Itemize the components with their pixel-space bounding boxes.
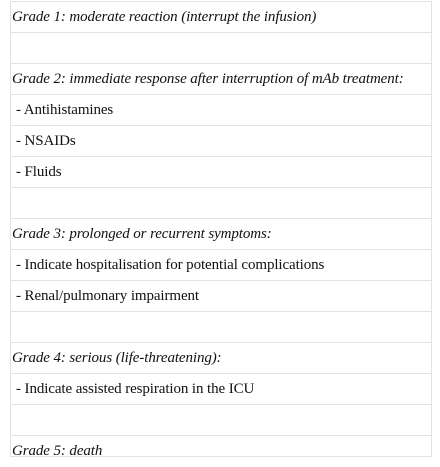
grade-5-heading: Grade 5: death	[12, 443, 103, 457]
table-row-blank	[11, 33, 431, 64]
grade-1-heading: Grade 1: moderate reaction (interrupt the infusion)	[12, 9, 317, 25]
table-row	[11, 126, 431, 157]
list-item: - Fluids	[16, 164, 62, 180]
table-row	[11, 95, 431, 126]
table-row	[11, 281, 431, 312]
table-row-blank	[11, 405, 431, 436]
list-item: - Antihistamines	[16, 102, 114, 118]
grade-2-heading: Grade 2: immediate response after interruption of mAb treatment:	[12, 71, 404, 87]
table-row	[11, 157, 431, 188]
table-row	[11, 436, 431, 457]
list-item: - Renal/pulmonary impairment	[16, 288, 199, 304]
table-row	[11, 64, 431, 95]
list-item: - NSAIDs	[16, 133, 76, 149]
table-row	[11, 343, 431, 374]
grading-table	[10, 1, 432, 457]
grade-3-heading: Grade 3: prolonged or recurrent symptoms:	[12, 226, 272, 242]
table-row-blank	[11, 188, 431, 219]
list-item: - Indicate assisted respiration in the ICU	[16, 381, 255, 397]
list-item: - Indicate hospitalisation for potential complications	[16, 257, 325, 273]
table-row	[11, 219, 431, 250]
table-row	[11, 1, 431, 33]
table-row-blank	[11, 312, 431, 343]
grade-4-heading: Grade 4: serious (life-threatening):	[12, 350, 222, 366]
table-row	[11, 250, 431, 281]
table-row	[11, 374, 431, 405]
